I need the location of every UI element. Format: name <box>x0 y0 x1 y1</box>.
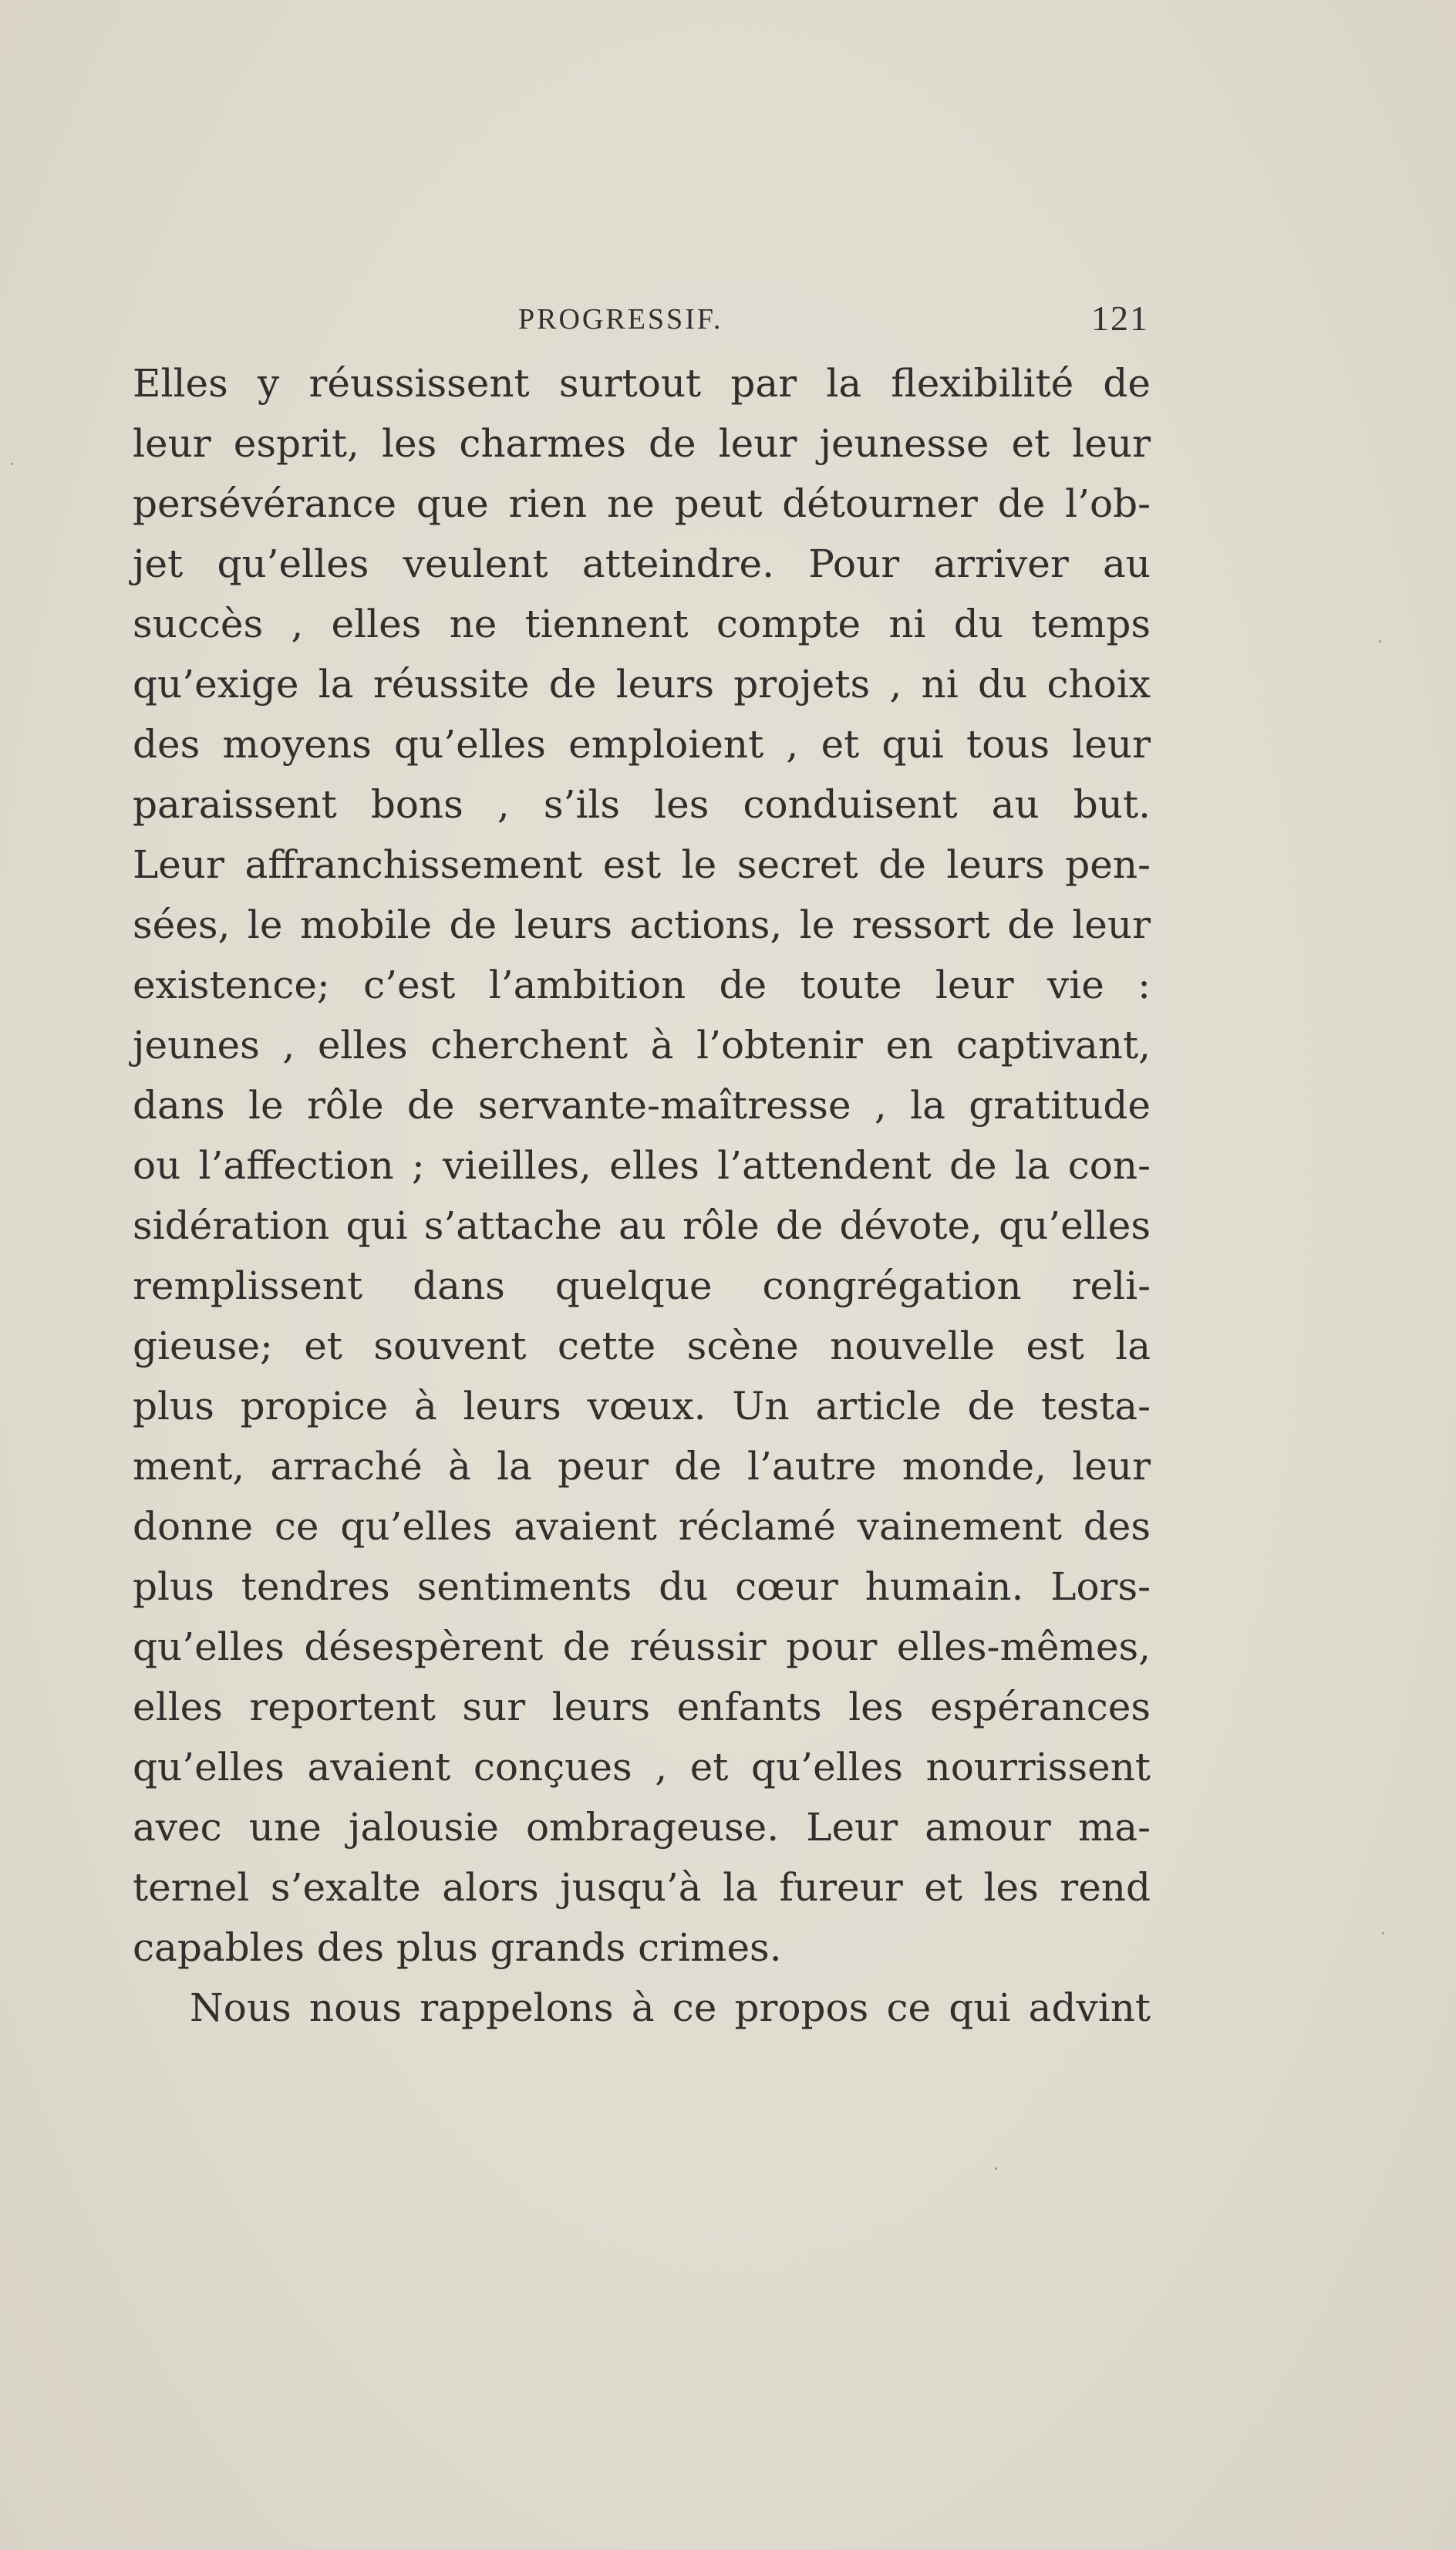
page-number: 121 <box>1091 299 1149 338</box>
text-line: ment, arraché à la peur de l’autre monde, leur <box>133 1444 1151 1489</box>
text-line: ternel s’exalte alors jusqu’à la fureur et les rend <box>133 1865 1151 1910</box>
body-text <box>133 353 1151 2038</box>
text-line: sées, le mobile de leurs actions, le ressort de leur <box>133 902 1151 947</box>
text-line: plus propice à leurs vœux. Un article de testa- <box>133 1384 1151 1428</box>
text-line: Elles y réussissent surtout par la flexibilité de <box>133 361 1151 406</box>
text-line: des moyens qu’elles emploient , et qui tous leur <box>133 722 1151 767</box>
text-line: succès , elles ne tiennent compte ni du temps <box>133 602 1151 646</box>
paper-speck <box>11 463 13 465</box>
text-line: existence; c’est l’ambition de toute leur vie : <box>133 963 1151 1007</box>
text-line: dans le rôle de servante-maîtresse , la gratitude <box>133 1083 1151 1128</box>
text-line: Nous nous rappelons à ce propos ce qui advint <box>190 1985 1151 2030</box>
text-line: sidération qui s’attache au rôle de dévote, qu’elles <box>133 1203 1151 1248</box>
text-line: leur esprit, les charmes de leur jeunesse et leur <box>133 421 1151 466</box>
paper-speck <box>1379 640 1381 643</box>
paper-speck <box>1382 1932 1384 1934</box>
paper-speck <box>995 2167 997 2170</box>
running-head: PROGRESSIF. <box>518 303 723 336</box>
text-line: avec une jalousie ombrageuse. Leur amour ma- <box>133 1805 1151 1850</box>
text-line: jet qu’elles veulent atteindre. Pour arriver au <box>133 541 1151 586</box>
text-line: qu’elles avaient conçues , et qu’elles nourrissent <box>133 1745 1151 1789</box>
text-line: elles reportent sur leurs enfants les espérances <box>133 1685 1151 1729</box>
text-line: qu’elles désespèrent de réussir pour elles-mêmes, <box>133 1624 1151 1669</box>
text-line: qu’exige la réussite de leurs projets , ni du choix <box>133 662 1151 707</box>
text-line: persévérance que rien ne peut détourner de l’ob- <box>133 481 1151 526</box>
text-line: remplissent dans quelque congrégation reli- <box>133 1263 1151 1308</box>
text-line: Leur affranchissement est le secret de leurs pen- <box>133 842 1151 887</box>
page-header <box>133 292 1149 346</box>
text-line: donne ce qu’elles avaient réclamé vainement des <box>133 1504 1151 1549</box>
text-line: gieuse; et souvent cette scène nouvelle est la <box>133 1324 1151 1368</box>
text-line: paraissent bons , s’ils les conduisent au but. <box>133 782 1151 827</box>
text-line: capables des plus grands crimes. <box>133 1925 782 1970</box>
text-line: plus tendres sentiments du cœur humain. Lors- <box>133 1564 1151 1609</box>
text-line: ou l’affection ; vieilles, elles l’attendent de la con- <box>133 1143 1151 1188</box>
text-line: jeunes , elles cherchent à l’obtenir en captivant, <box>133 1023 1151 1068</box>
